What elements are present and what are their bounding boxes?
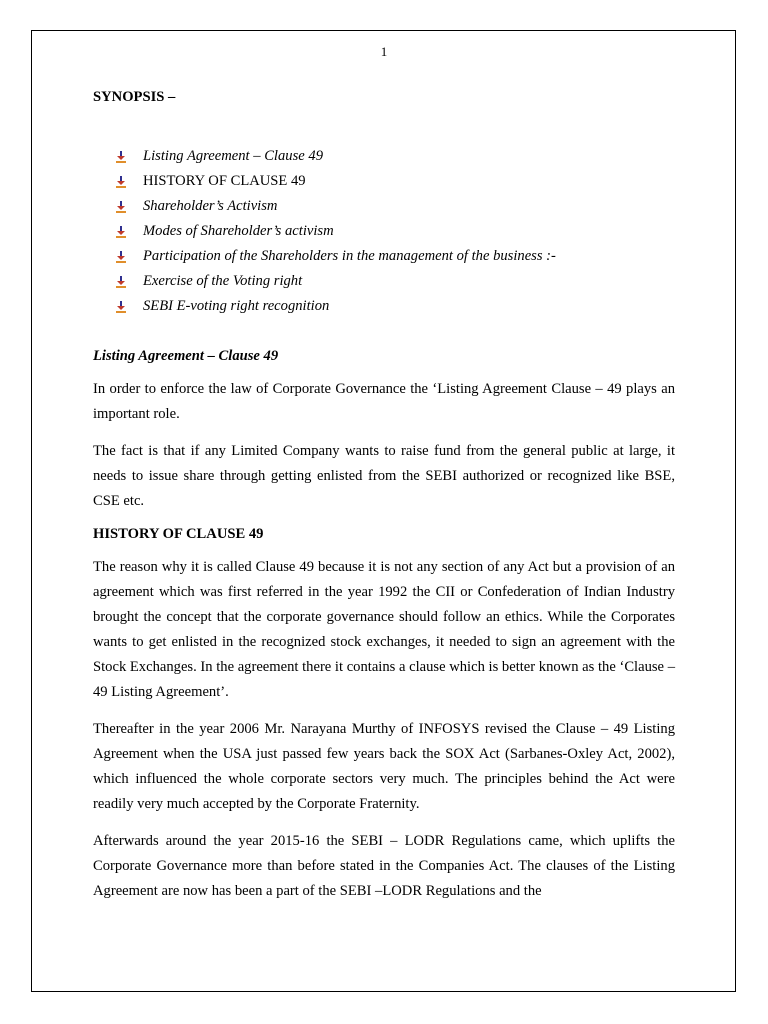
list-item [115, 144, 675, 169]
arrow-bullet-icon [115, 225, 127, 239]
synopsis-item-label: Participation of the Shareholders in the management of the business :- [143, 248, 556, 264]
arrow-bullet-icon [115, 250, 127, 264]
paragraph: The fact is that if any Limited Company wants to raise fund from the general public at large, it needs to issue share through getting enlisted from the SEBI authorized or recognized like BSE, CSE etc. [93, 443, 675, 509]
list-item [115, 294, 675, 319]
synopsis-item-label: Shareholder’s Activism [143, 198, 278, 214]
paragraph: In order to enforce the law of Corporate Governance the ‘Listing Agreement Clause – 49 plays an important role. [93, 381, 675, 422]
list-item [115, 194, 675, 219]
synopsis-item-label: Exercise of the Voting right [143, 273, 303, 289]
synopsis-item-label: Listing Agreement – Clause 49 [143, 148, 323, 164]
list-item [115, 219, 675, 244]
synopsis-item-label: SEBI E-voting right recognition [143, 298, 330, 314]
synopsis-item-label: HISTORY OF CLAUSE 49 [143, 173, 306, 189]
list-item [115, 169, 675, 194]
synopsis-heading: SYNOPSIS – [93, 89, 176, 105]
arrow-bullet-icon [115, 200, 127, 214]
list-item [115, 244, 675, 269]
arrow-bullet-icon [115, 175, 127, 189]
arrow-bullet-icon [115, 275, 127, 289]
page-number: 1 [380, 44, 388, 59]
paragraph: The reason why it is called Clause 49 because it is not any section of any Act but a provision of an agreement which was first referred in the year 1992 the CII or Confederation of Indian Industry brought the concept that the corporate governance should follow an ethics. While the Corporates wants to get enlisted in the recognized stock exchanges, it needed to sign an agreement with the Stock Exchanges. In the agreement there it contains a clause which is better known as the ‘Clause – 49 Listing Agreement’. [93, 559, 675, 700]
document-body [93, 88, 675, 904]
paragraph: Afterwards around the year 2015-16 the SEBI – LODR Regulations came, which uplifts the Corporate Governance more than before stated in the Companies Act. The clauses of the Listing Agreement are now has been a part of the SEBI –LODR Regulations and the [93, 833, 675, 899]
list-item [115, 269, 675, 294]
paragraph: Thereafter in the year 2006 Mr. Narayana Murthy of INFOSYS revised the Clause – 49 Listing Agreement when the USA just passed few years back the SOX Act (Sarbanes-Oxley Act, 2002), which influenced the whole corporate sectors very much. The principles behind the Act were readily very much accepted by the Corporate Fraternity. [93, 721, 675, 812]
synopsis-list [115, 144, 675, 319]
section-heading-listing-agreement: Listing Agreement – Clause 49 [93, 348, 279, 364]
arrow-bullet-icon [115, 300, 127, 314]
section-heading-history: HISTORY OF CLAUSE 49 [93, 526, 264, 542]
arrow-bullet-icon [115, 150, 127, 164]
synopsis-item-label: Modes of Shareholder’s activism [143, 223, 334, 239]
